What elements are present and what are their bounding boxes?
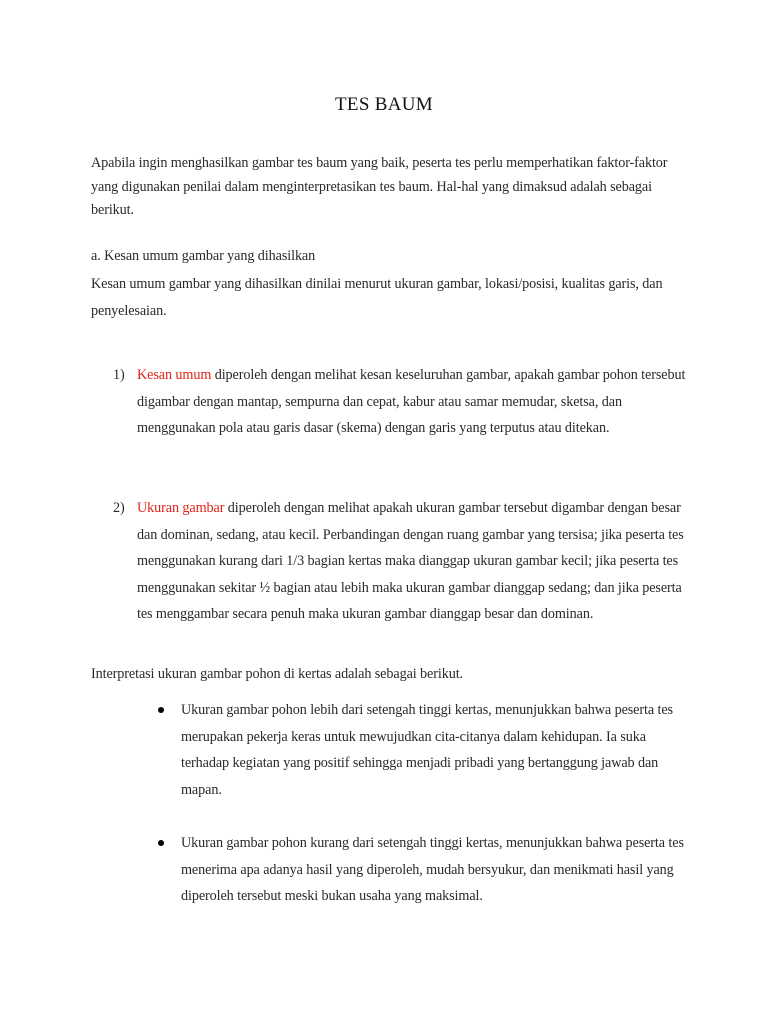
item-term: Ukuran gambar bbox=[137, 500, 225, 516]
intro-paragraph: Apabila ingin menghasilkan gambar tes baum yang baik, peserta tes perlu memperhatikan faktor-faktor yang digunakan penilai dalam menginterpretasikan tes baum. Hal-hal yang dimaksud adalah sebagai berikut. bbox=[91, 155, 668, 218]
page-title: TES BAUM bbox=[335, 94, 433, 115]
item-text: diperoleh dengan melihat apakah ukuran gambar tersebut digambar dengan besar dan dominan, sedang, atau kecil. Perbandingan dengan ruang gambar yang tersisa; jika peserta tes menggunakan kurang dari 1/3 bagian kertas maka dianggap ukuran gambar kecil; jika peserta tes menggunakan sekitar ½ bagian atau lebih maka ukuran gambar dianggap sedang; dan jika peserta tes menggambar secara penuh maka ukuran gambar dianggap besar dan dominan. bbox=[137, 500, 684, 623]
item-number: 1) bbox=[113, 367, 125, 383]
item-number: 2) bbox=[113, 500, 125, 516]
item-body bbox=[137, 495, 693, 628]
bullet-dot-icon bbox=[158, 840, 164, 846]
section-a-text: Kesan umum gambar yang dihasilkan dinilai menurut ukuran gambar, lokasi/posisi, kualitas garis, dan penyelesaian. bbox=[91, 276, 663, 319]
bullet-text: Ukuran gambar pohon lebih dari setengah tinggi kertas, menunjukkan bahwa peserta tes merupakan pekerja keras untuk mewujudkan cita-citanya dalam kehidupan. Ia suka terhadap kegiatan yang positif sehingga menjadi pribadi yang bertanggung jawab dan mapan. bbox=[181, 702, 673, 798]
item-term: Kesan umum bbox=[137, 367, 212, 383]
section-a-heading: a. Kesan umum gambar yang dihasilkan bbox=[91, 248, 316, 264]
bullet-text: Ukuran gambar pohon kurang dari setengah tinggi kertas, menunjukkan bahwa peserta tes menerima apa adanya hasil yang diperoleh, mudah bersyukur, dan menikmati hasil yang diperoleh tersebut meski bukan usaha yang maksimal. bbox=[181, 835, 684, 904]
bullet-dot-icon bbox=[158, 707, 164, 713]
interpretation-intro: Interpretasi ukuran gambar pohon di kertas adalah sebagai berikut. bbox=[91, 666, 463, 682]
item-text: diperoleh dengan melihat kesan keseluruhan gambar, apakah gambar pohon tersebut digambar dengan mantap, sempurna dan cepat, kabur atau samar memudar, sketsa, dan menggunakan pola atau garis dasar (skema) dengan garis yang terputus atau ditekan. bbox=[137, 367, 686, 437]
item-body bbox=[137, 362, 693, 442]
